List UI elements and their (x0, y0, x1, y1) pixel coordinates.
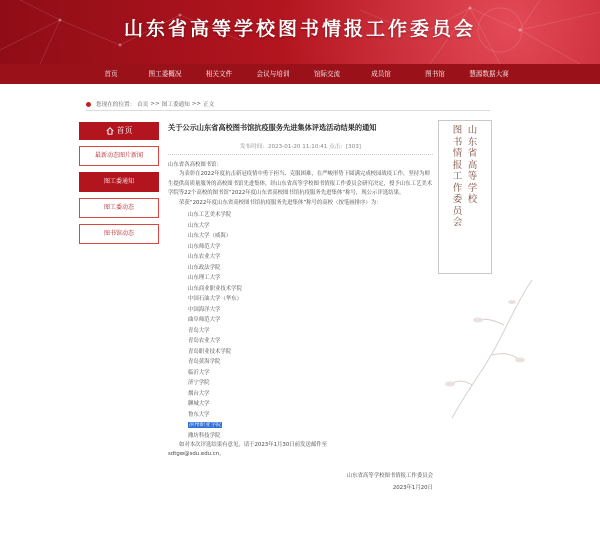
list-item: 山东政法学院 (188, 264, 221, 271)
list-item: 潍坊科技学院 (188, 432, 221, 439)
list-item: 聊城大学 (188, 401, 210, 408)
calligraphy-char: 校 (467, 194, 478, 205)
paragraph: 荣获“2022年度山东省高校图书馆抗疫服务先进集体”称号的高校（按笔画排序）为： (179, 199, 382, 206)
selected-text: 滨州职业学院 (189, 422, 222, 429)
list-item: 烟台大学 (188, 390, 210, 397)
list-item: 曲阜师范大学 (188, 317, 221, 324)
calligraphy-char: 等 (467, 171, 478, 182)
calligraphy-char: 图 (452, 125, 463, 136)
calligraphy-char: 会 (452, 217, 463, 228)
nav-contest[interactable]: 慧源数据大赛 (469, 70, 509, 78)
nav-exchange[interactable]: 馆际交流 (313, 70, 341, 78)
article-meta: 发布时间：2023-01-20 11:10:41 点击：[303] (168, 142, 433, 155)
list-item: 临沂大学 (188, 369, 210, 376)
calligraphy-char: 东 (467, 136, 478, 148)
site-title: 山东省高等学校图书情报工作委员会 (123, 18, 476, 40)
main-nav (0, 64, 600, 84)
sidebar (79, 122, 159, 244)
list-item: 青岛农业大学 (188, 338, 221, 345)
sidebar-item-news[interactable]: 最新动态图片新闻 (79, 146, 159, 166)
calligraphy-column-1 (467, 125, 478, 206)
breadcrumb-sep: >> (150, 101, 160, 107)
calligraphy-char: 高 (467, 159, 478, 171)
nav-overview[interactable]: 图工委概况 (148, 70, 182, 78)
nav-library[interactable]: 图书馆 (425, 70, 445, 78)
breadcrumb-home[interactable]: 首页 (137, 102, 149, 108)
article-title: 关于公示山东省高校图书馆抗疫服务先进集体评选活动结果的通知 (168, 123, 377, 132)
sidebar-item-committee-news[interactable]: 图工委动态 (79, 198, 159, 218)
breadcrumb-current: 正文 (203, 102, 215, 108)
calligraphy-char: 作 (452, 182, 463, 194)
nav-members[interactable]: 成员馆 (371, 70, 391, 78)
school-list (188, 210, 433, 441)
sidebar-item-notices[interactable]: 图工委通知 (79, 172, 159, 192)
list-item: 山东工艺美术学院 (188, 212, 232, 219)
list-item: 山东理工大学 (188, 275, 221, 282)
article-body (168, 161, 433, 494)
nav-meetings[interactable]: 会议与培训 (256, 70, 290, 78)
calligraphy-char: 工 (452, 171, 463, 182)
sidebar-home-label: 首页 (116, 126, 133, 135)
calligraphy-char: 委 (452, 194, 463, 205)
paragraph: 如对本次评选结果有意见，请于2023年1月30日前发送邮件至 (179, 442, 327, 449)
list-item: 山东大学（威海） (188, 233, 232, 240)
greeting: 山东省各高校图书馆： (168, 162, 222, 168)
signature-org: 山东省高等学校图书情报工作委员会 (346, 472, 433, 479)
breadcrumb-divider (86, 110, 490, 111)
signature (168, 470, 433, 494)
list-item: 山东大学 (188, 222, 210, 229)
article (168, 122, 433, 494)
list-item: 鲁东大学 (188, 411, 210, 418)
breadcrumb (86, 100, 214, 108)
calligraphy-char: 省 (467, 148, 478, 159)
breadcrumb-notices[interactable]: 图工委通知 (161, 102, 190, 108)
calligraphy-panel (438, 120, 492, 274)
list-item: 济宁学院 (188, 380, 210, 387)
calligraphy-char: 报 (452, 159, 463, 171)
list-item: 青岛黄海学院 (188, 359, 221, 366)
list-item-selected[interactable] (188, 420, 433, 431)
list-item: 中国石油大学（华东） (188, 296, 242, 303)
calligraphy-char: 学 (467, 182, 478, 194)
signature-date: 2023年1月20日 (392, 484, 433, 491)
sidebar-home-button[interactable] (79, 122, 159, 140)
breadcrumb-sep: >> (191, 101, 202, 107)
calligraphy-char: 书 (452, 136, 463, 148)
contact-email[interactable]: sdtgw@sdu.edu.cn。 (168, 451, 225, 458)
header-banner (0, 0, 600, 64)
breadcrumb-prefix: 您现在的位置： (96, 102, 136, 108)
calligraphy-char: 员 (452, 205, 463, 217)
list-item: 山东商业职业技术学院 (188, 285, 242, 292)
sidebar-item-library-news[interactable]: 图书馆动态 (79, 224, 159, 244)
home-icon (106, 127, 114, 135)
calligraphy-char: 情 (452, 148, 463, 159)
list-item: 青岛职业技术学院 (188, 348, 232, 355)
list-item: 山东师范大学 (188, 243, 221, 250)
list-item: 青岛大学 (188, 327, 210, 334)
calligraphy-column-2 (452, 125, 463, 229)
branch-decoration (442, 280, 538, 420)
paragraph: 为表彰在2022年度抗击新冠疫情中勇于担当、克服困难，在严峻形势下圆满完成校园战疫工作，坚持为师生提供高质量服务的高校图书馆先进集体，经山东省高等学校图书情报工作委员会研究决定，授予山东工艺美术学院等22个高校的图书馆“2022年度山东省高校图书馆抗疫服务先进集体”称号，现公示评选结果。 (168, 171, 433, 197)
location-icon (86, 102, 91, 107)
nav-home[interactable]: 首页 (104, 70, 118, 78)
list-item: 山东农业大学 (188, 254, 221, 261)
list-item: 中国海洋大学 (188, 306, 221, 313)
calligraphy-char: 山 (467, 125, 478, 136)
nav-documents[interactable]: 相关文件 (205, 70, 233, 78)
